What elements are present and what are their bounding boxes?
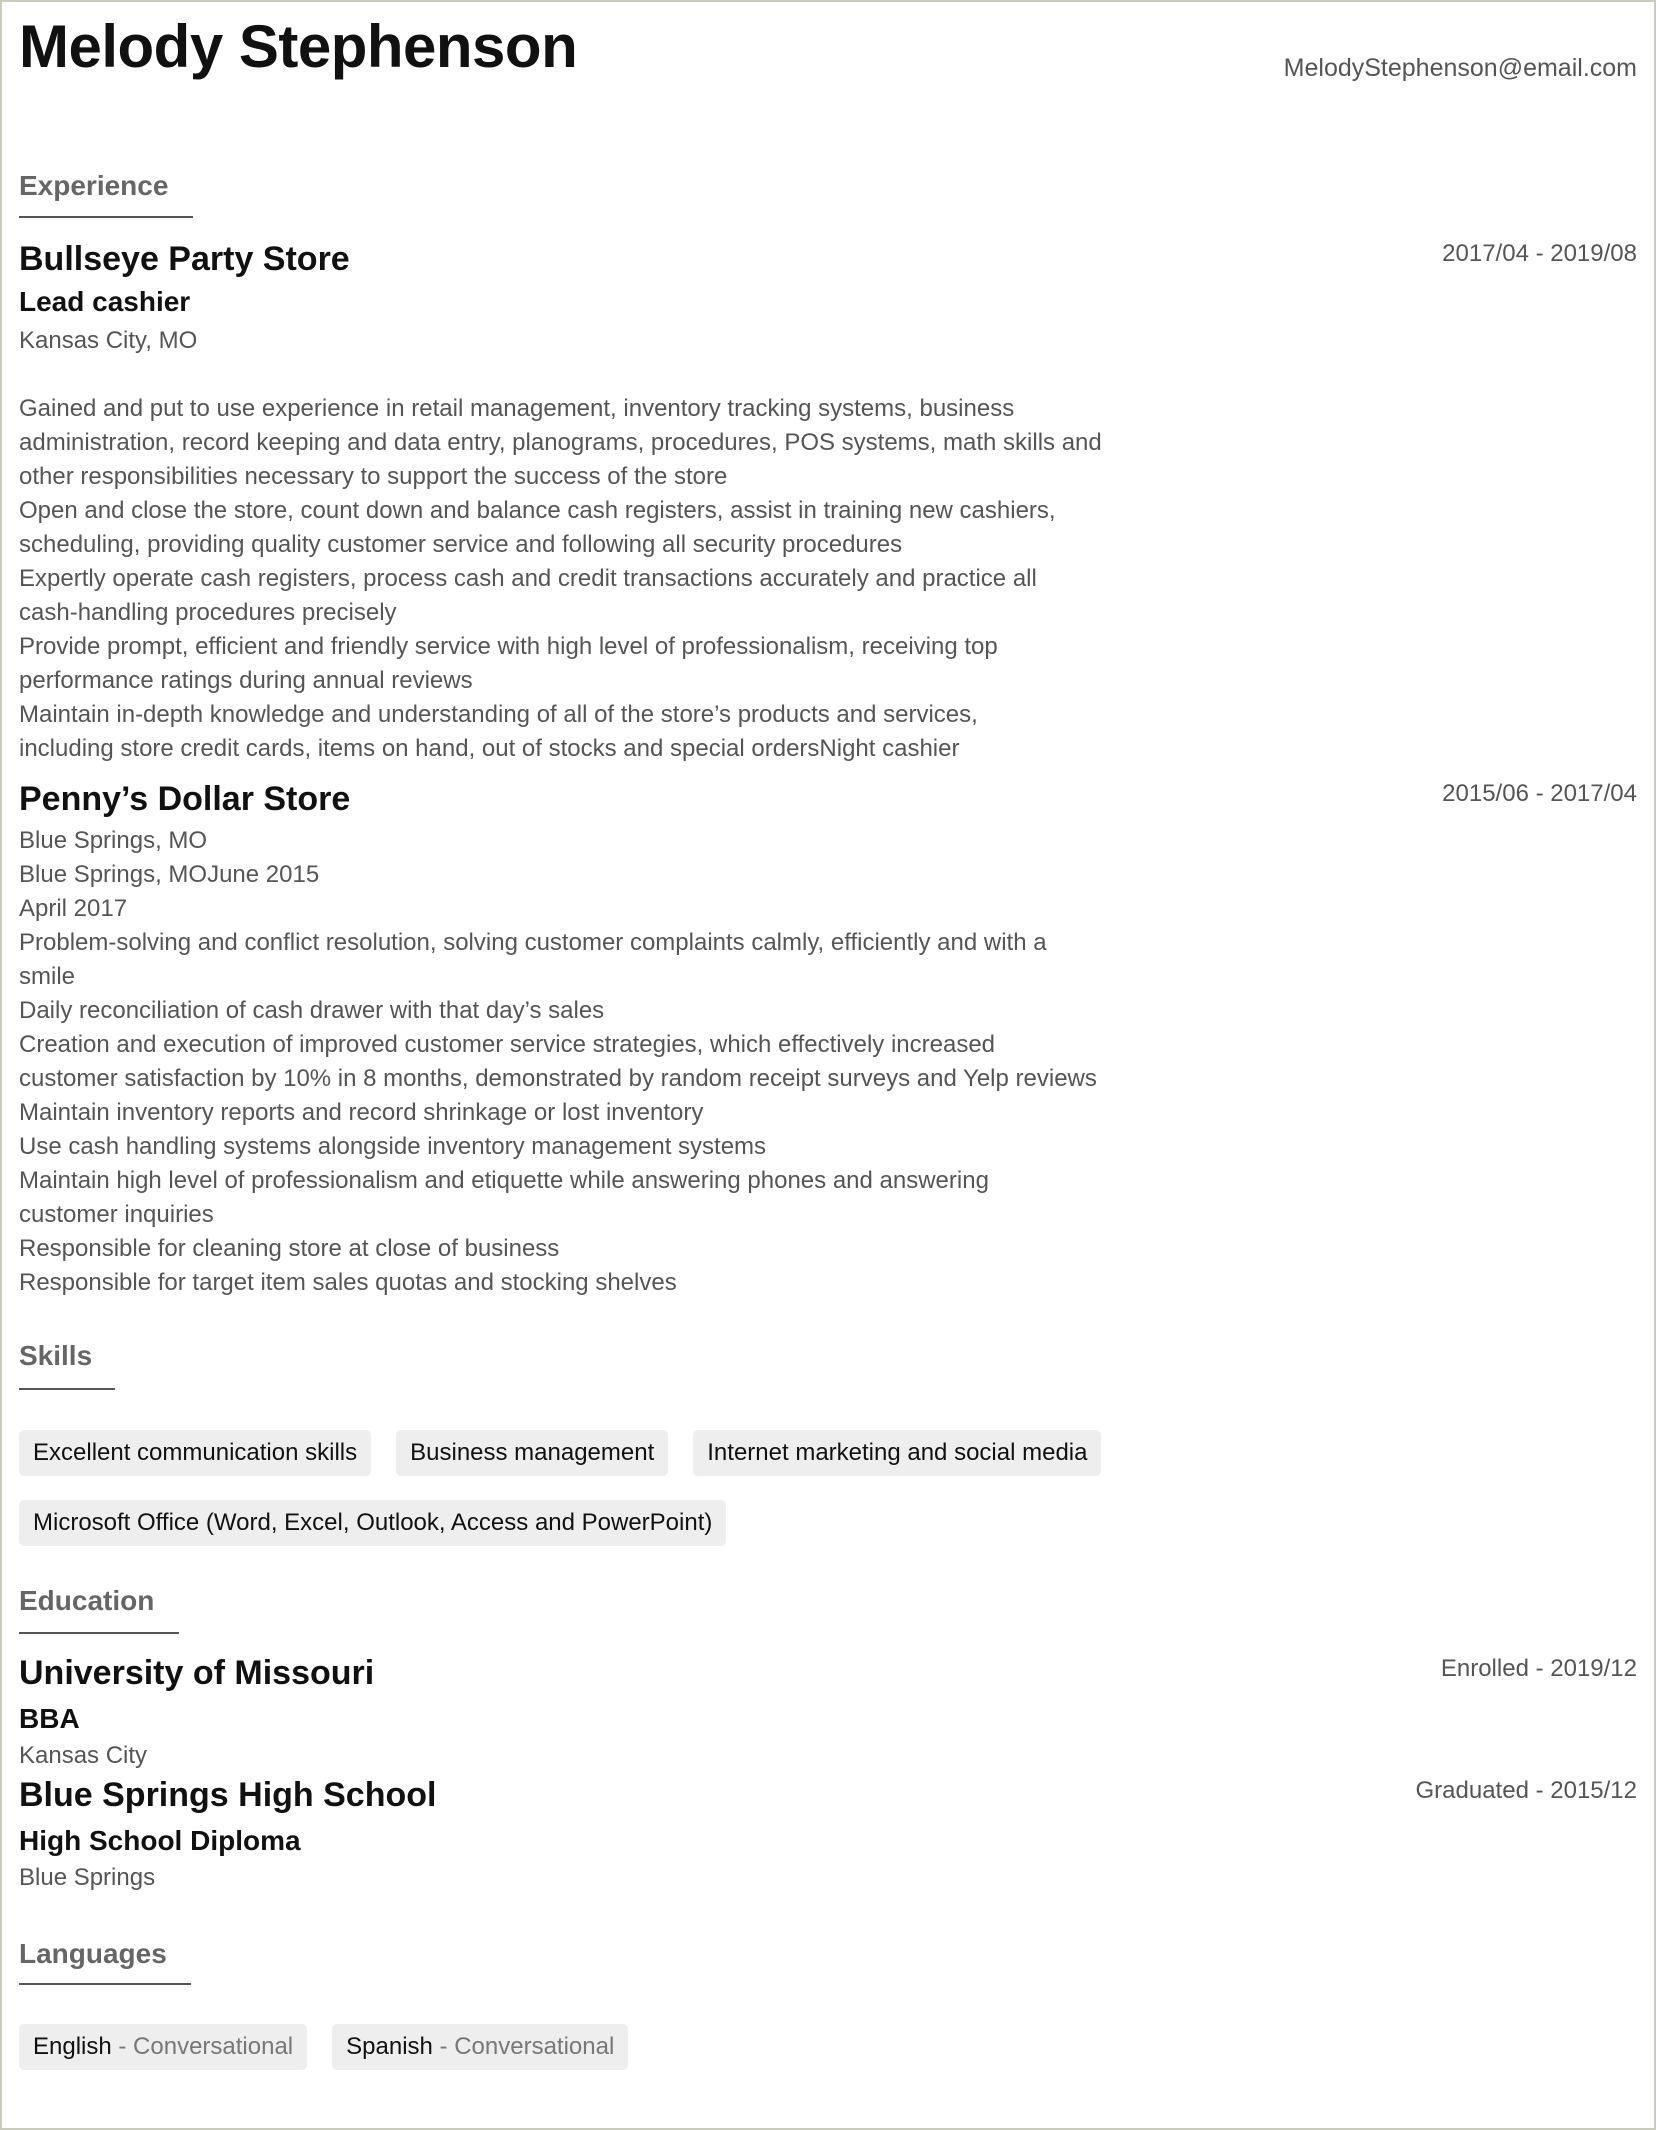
school-name: Blue Springs High School: [19, 1776, 437, 1814]
language-tag: English - Conversational: [19, 2024, 307, 2070]
description-line: Open and close the store, count down and balance cash registers, assist in training new cashiers,: [19, 497, 1056, 524]
section-divider: [19, 1388, 115, 1390]
skills-list: [19, 1430, 1219, 1570]
description-line: smile: [19, 963, 76, 990]
education-dates: Enrolled - 2019/12: [1440, 1655, 1637, 1682]
description-line: Responsible for cleaning store at close of business: [19, 1235, 560, 1262]
skill-tag: Internet marketing and social media: [693, 1430, 1101, 1476]
description-line: including store credit cards, items on hand, out of stocks and special ordersNight cashier: [19, 735, 960, 762]
description-line: administration, record keeping and data entry, planograms, procedures, POS systems, math skills and: [19, 429, 1102, 456]
description-line: Blue Springs, MOJune 2015: [19, 861, 320, 888]
skill-tag: Business management: [396, 1430, 668, 1476]
description-line: customer satisfaction by 10% in 8 months, demonstrated by random receipt surveys and Yelp reviews: [19, 1065, 1097, 1092]
description-line: cash-handling procedures precisely: [19, 599, 397, 626]
section-divider: [19, 216, 193, 218]
description-line: Maintain in-depth knowledge and understanding of all of the store’s products and services,: [19, 701, 978, 728]
language-tag: Spanish - Conversational: [332, 2024, 628, 2070]
school-location: Kansas City: [19, 1742, 148, 1769]
skill-tag: Microsoft Office (Word, Excel, Outlook, Access and PowerPoint): [19, 1500, 726, 1546]
job-role: Lead cashier: [19, 286, 191, 317]
description-line: customer inquiries: [19, 1201, 214, 1228]
language-name: English: [33, 2033, 112, 2060]
description-line: Blue Springs, MO: [19, 827, 208, 854]
company-name: Bullseye Party Store: [19, 240, 350, 278]
job-location: Kansas City, MO: [19, 327, 198, 354]
description-line: Use cash handling systems alongside inventory management systems: [19, 1133, 767, 1160]
description-line: scheduling, providing quality customer service and following all security procedures: [19, 531, 903, 558]
language-level: Conversational: [454, 2033, 615, 2060]
company-name: Penny’s Dollar Store: [19, 780, 351, 818]
section-title-languages: Languages: [19, 1938, 167, 1969]
description-line: April 2017: [19, 895, 128, 922]
section-title-skills: Skills: [19, 1340, 93, 1371]
description-line: Maintain high level of professionalism and etiquette while answering phones and answering: [19, 1167, 989, 1194]
description-line: other responsibilities necessary to support the success of the store: [19, 463, 728, 490]
section-title-education: Education: [19, 1585, 155, 1616]
description-line: Gained and put to use experience in retail management, inventory tracking systems, business: [19, 395, 1015, 422]
description-line: performance ratings during annual reviews: [19, 667, 473, 694]
school-name: University of Missouri: [19, 1654, 375, 1692]
degree: High School Diploma: [19, 1825, 301, 1856]
degree: BBA: [19, 1703, 80, 1734]
job-description: [19, 392, 1199, 766]
description-line: Responsible for target item sales quotas and stocking shelves: [19, 1269, 677, 1296]
education-dates: Graduated - 2015/12: [1415, 1777, 1637, 1804]
section-divider: [19, 1983, 191, 1985]
skill-tag: Excellent communication skills: [19, 1430, 371, 1476]
description-line: Problem-solving and conflict resolution, solving customer complaints calmly, efficiently and with a: [19, 929, 1047, 956]
candidate-name: Melody Stephenson: [19, 13, 578, 80]
job-description: [19, 824, 1199, 1300]
section-divider: [19, 1632, 179, 1634]
email-link[interactable]: MelodyStephenson@email.com: [1283, 54, 1637, 82]
language-level: Conversational: [133, 2033, 294, 2060]
description-line: Provide prompt, efficient and friendly service with high level of professionalism, receiving top: [19, 633, 998, 660]
description-line: Expertly operate cash registers, process cash and credit transactions accurately and practice all: [19, 565, 1037, 592]
language-name: Spanish: [346, 2033, 433, 2060]
languages-list: [19, 2024, 1219, 2094]
employment-dates: 2015/06 - 2017/04: [1442, 780, 1637, 807]
employment-dates: 2017/04 - 2019/08: [1442, 240, 1637, 267]
description-line: Daily reconciliation of cash drawer with that day’s sales: [19, 997, 605, 1024]
school-location: Blue Springs: [19, 1864, 156, 1891]
section-title-experience: Experience: [19, 170, 169, 201]
description-line: Maintain inventory reports and record shrinkage or lost inventory: [19, 1099, 704, 1126]
description-line: Creation and execution of improved customer service strategies, which effectively increased: [19, 1031, 996, 1058]
